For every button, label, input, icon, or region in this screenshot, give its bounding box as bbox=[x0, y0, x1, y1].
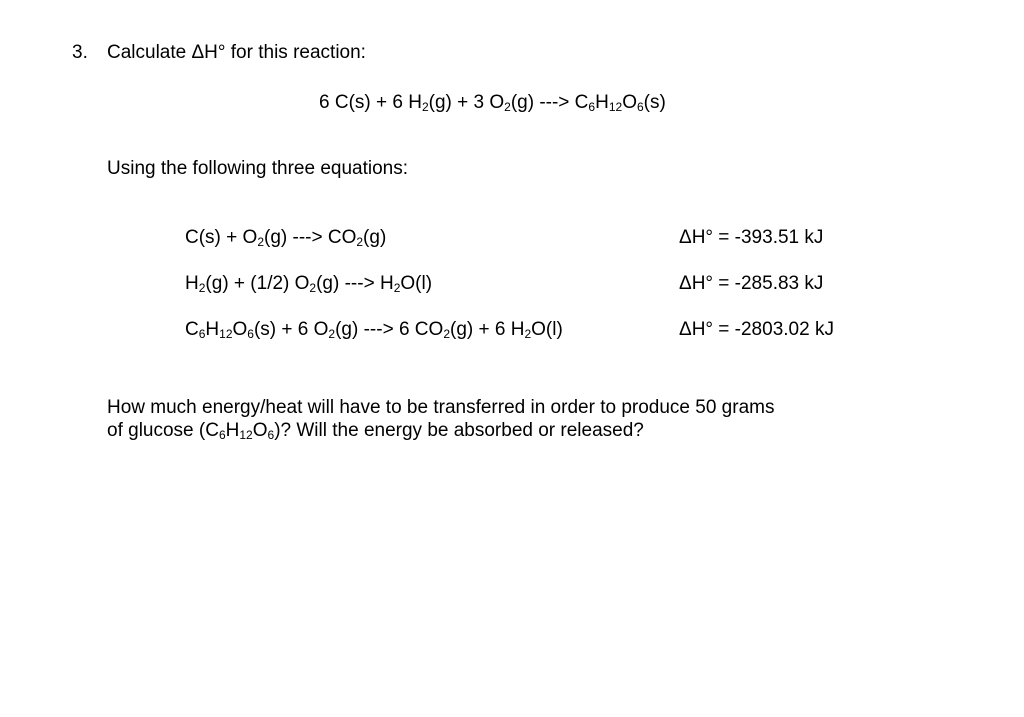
equation-2 bbox=[185, 273, 432, 295]
subscript: 2 bbox=[198, 281, 206, 295]
formula-text: H bbox=[225, 420, 240, 441]
subscript: 12 bbox=[239, 428, 253, 442]
subscript: 6 bbox=[267, 428, 275, 442]
using-equations-label: Using the following three equations: bbox=[107, 158, 409, 179]
equation-3 bbox=[185, 319, 563, 341]
subscript: 2 bbox=[504, 100, 511, 114]
formula-text: (g) ---> C bbox=[510, 92, 589, 113]
equation-1-enthalpy: ΔH° = -393.51 kJ bbox=[679, 227, 824, 248]
subscript: 2 bbox=[524, 327, 532, 341]
formula-text: (g) + 6 H bbox=[450, 319, 525, 340]
formula-text: (g) ---> 6 CO bbox=[335, 319, 444, 340]
formula-text: (s) bbox=[643, 92, 666, 113]
formula-text: O(l) bbox=[400, 273, 433, 294]
subscript: 2 bbox=[328, 327, 336, 341]
follow-up-question-line-2 bbox=[107, 419, 774, 442]
subscript: 12 bbox=[608, 100, 623, 114]
subscript: 6 bbox=[218, 428, 226, 442]
subscript: 2 bbox=[257, 235, 264, 249]
formula-text: (g) ---> H bbox=[316, 273, 394, 294]
formula-text: of glucose (C bbox=[107, 420, 219, 441]
formula-text: )? Will the energy be absorbed or released? bbox=[274, 420, 644, 441]
formula-text: O bbox=[622, 92, 637, 113]
subscript: 6 bbox=[636, 100, 644, 114]
formula-text: H bbox=[595, 92, 609, 113]
question-number: 3. bbox=[72, 42, 88, 63]
formula-text: (g) bbox=[363, 227, 387, 248]
subscript: 2 bbox=[421, 100, 429, 114]
subscript: 2 bbox=[443, 327, 450, 341]
follow-up-question bbox=[107, 396, 774, 442]
equation-2-enthalpy: ΔH° = -285.83 kJ bbox=[679, 273, 824, 294]
formula-text: H bbox=[185, 273, 199, 294]
formula-text: O(l) bbox=[531, 319, 563, 340]
formula-text: O bbox=[232, 319, 248, 340]
formula-text: 6 C(s) + 6 H bbox=[319, 92, 422, 113]
formula-text: (g) + 3 O bbox=[428, 92, 505, 113]
formula-text: H bbox=[205, 319, 220, 340]
formula-text: (s) + 6 O bbox=[253, 319, 329, 340]
subscript: 2 bbox=[356, 235, 364, 249]
formula-text: C bbox=[185, 319, 199, 340]
target-reaction bbox=[319, 92, 666, 114]
formula-text: (g) ---> CO bbox=[264, 227, 357, 248]
question-prompt: Calculate ΔH° for this reaction: bbox=[107, 42, 366, 63]
subscript: 2 bbox=[309, 281, 317, 295]
equation-1 bbox=[185, 227, 386, 249]
subscript: 2 bbox=[393, 281, 401, 295]
equation-3-enthalpy: ΔH° = -2803.02 kJ bbox=[679, 319, 834, 340]
subscript: 6 bbox=[588, 100, 596, 114]
subscript: 6 bbox=[198, 327, 206, 341]
subscript: 6 bbox=[247, 327, 254, 341]
subscript: 12 bbox=[219, 327, 233, 341]
formula-text: O bbox=[252, 420, 268, 441]
formula-text: (g) + (1/2) O bbox=[205, 273, 310, 294]
formula-text: C(s) + O bbox=[185, 227, 258, 248]
follow-up-question-line-1: How much energy/heat will have to be transferred in order to produce 50 grams bbox=[107, 397, 775, 418]
